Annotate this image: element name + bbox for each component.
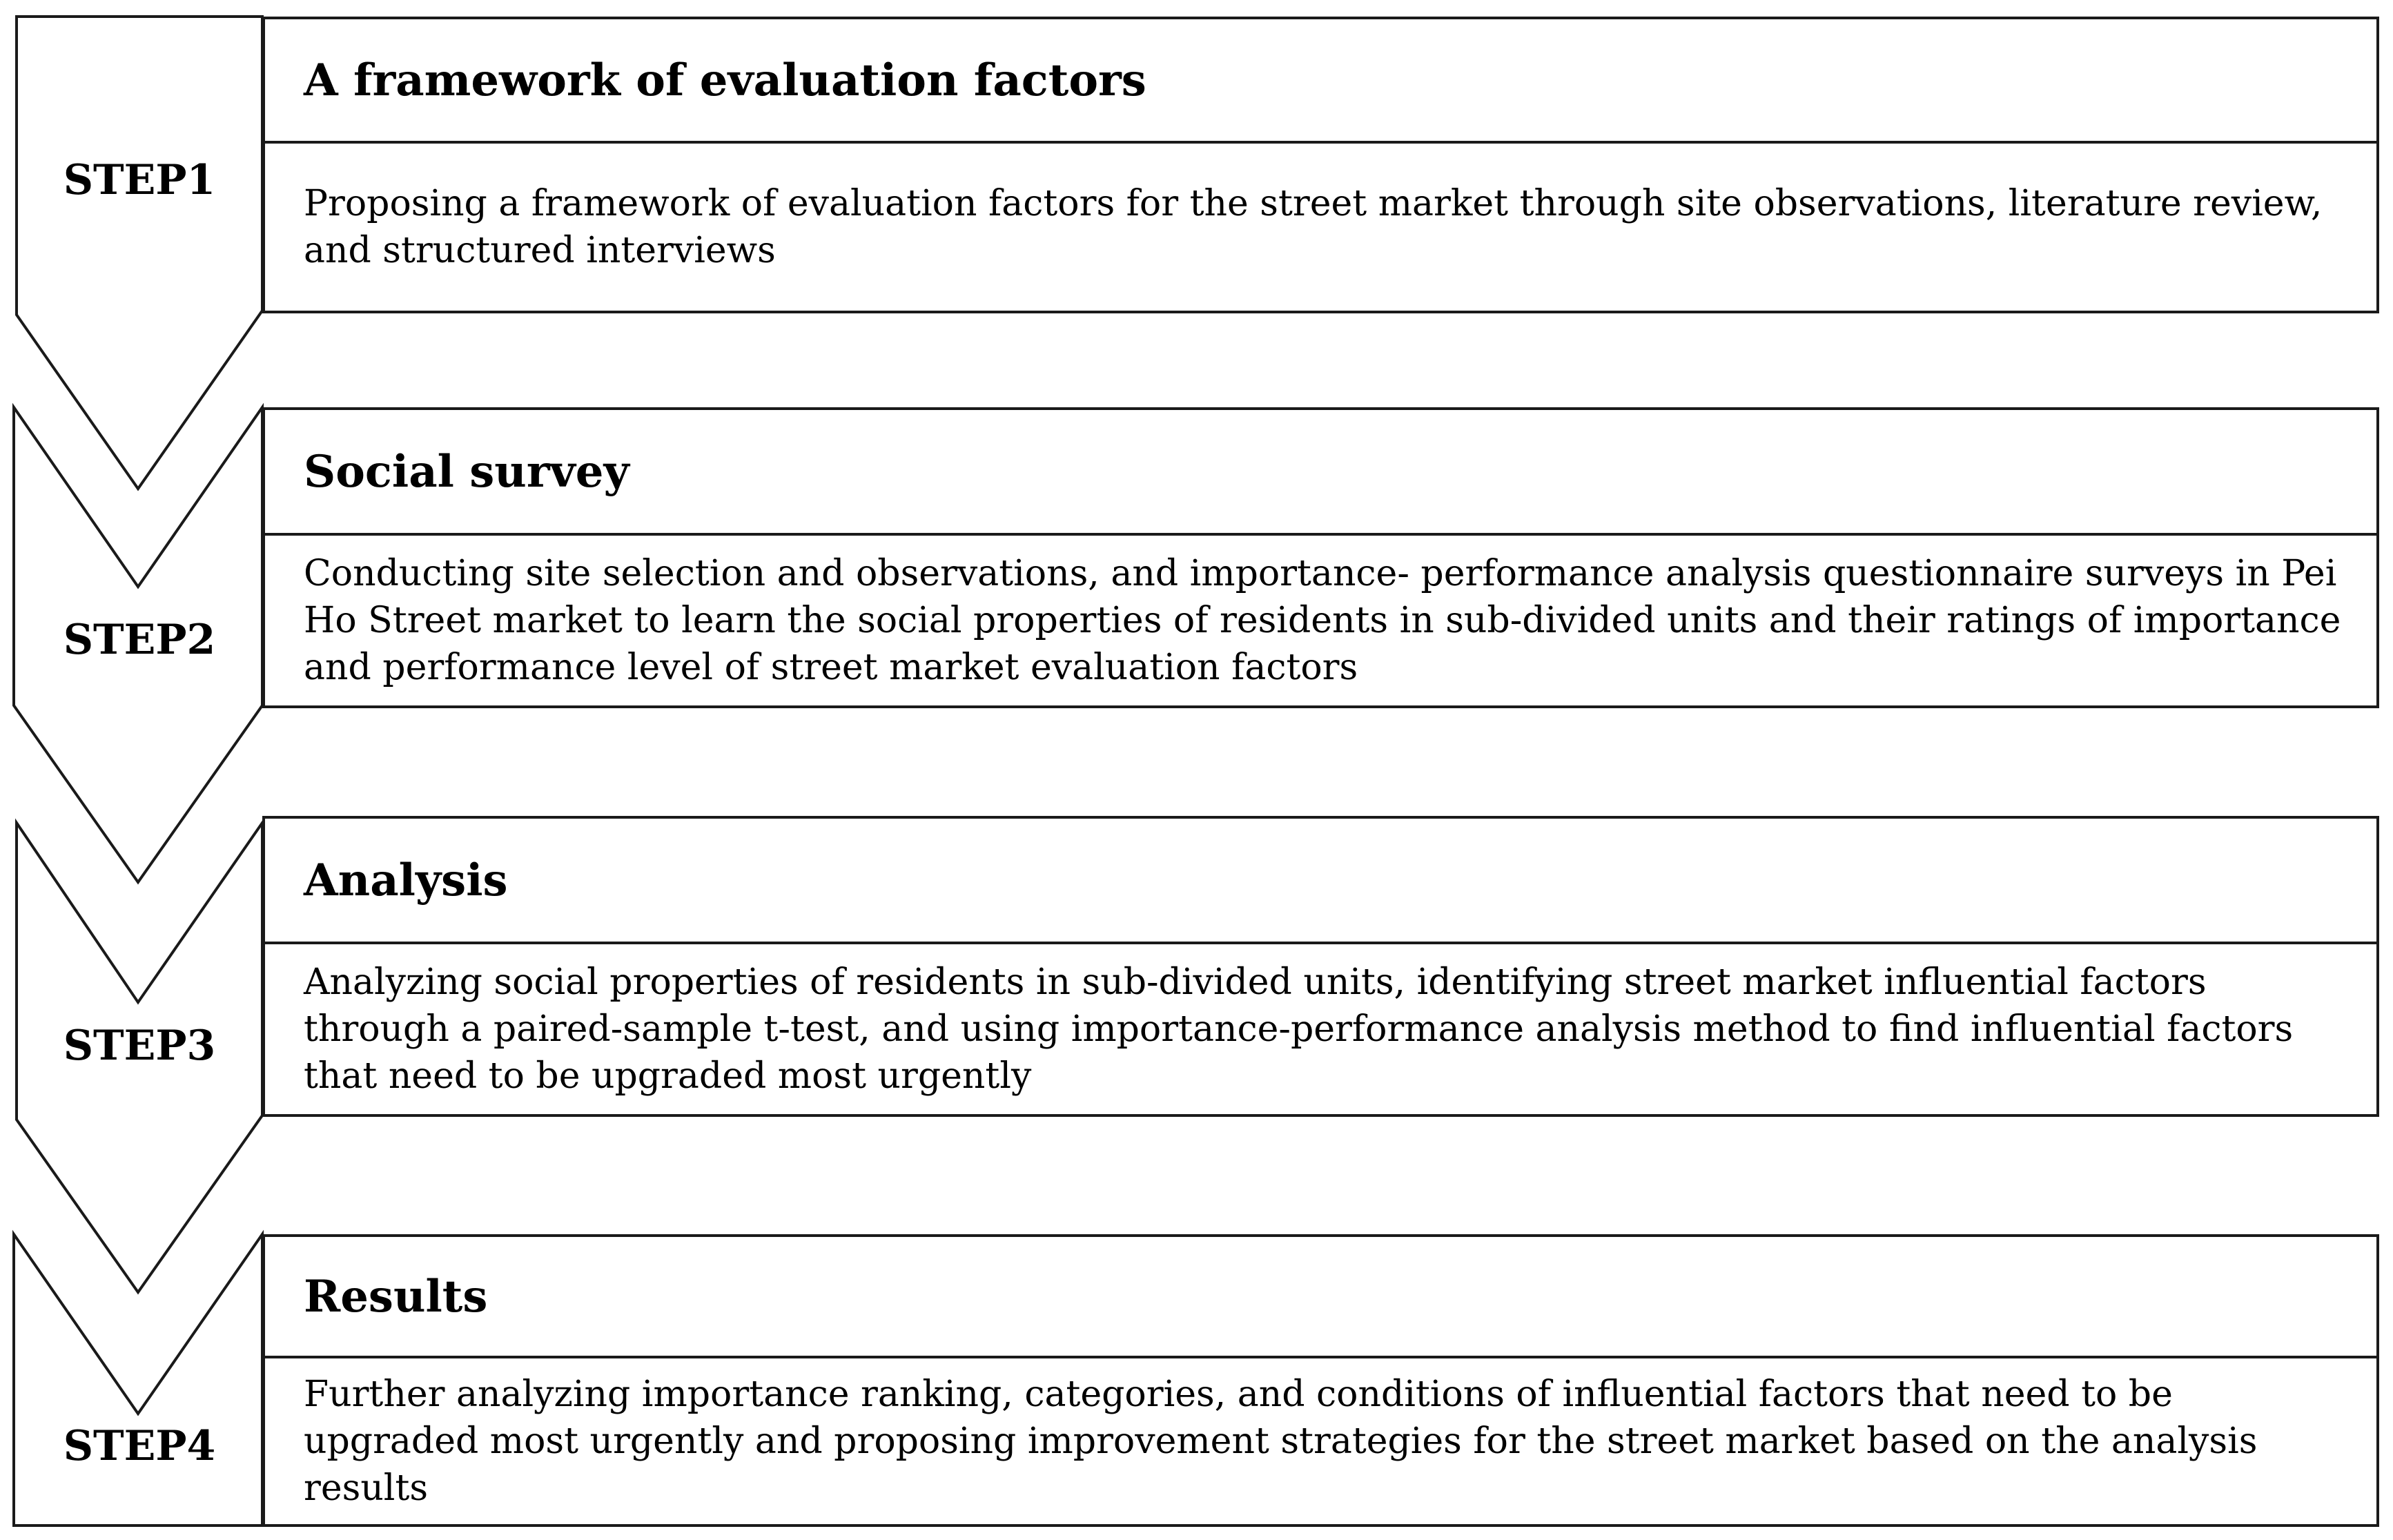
step4-title: Results bbox=[265, 1237, 2376, 1358]
step1-label: STEP1 bbox=[63, 156, 216, 204]
step1-chevron bbox=[17, 17, 262, 489]
step3-title: Analysis bbox=[265, 819, 2376, 944]
step1-title: A framework of evaluation factors bbox=[265, 19, 2376, 144]
step4-box bbox=[262, 1234, 2379, 1527]
step1-description: Proposing a framework of evaluation factors for the street market through site observations, literature review, and structured interviews bbox=[304, 183, 2323, 271]
step3-label: STEP3 bbox=[63, 1022, 216, 1070]
step2-box bbox=[262, 407, 2379, 708]
step2-description: Conducting site selection and observations, and importance- performance analysis questionnaire surveys in Pei Ho Street market to learn the social properties of residents in sub-divided units and their ratings of importance and performance level of street market evaluation factors bbox=[304, 553, 2341, 688]
step3-box bbox=[262, 816, 2379, 1117]
step3-description: Analyzing social properties of residents in sub-divided units, identifying street market influential factors through a paired-sample t-test, and using importance-performance analysis method to find influential factors that need to be upgraded most urgently bbox=[304, 962, 2294, 1097]
step2-title: Social survey bbox=[265, 410, 2376, 536]
step4-description: Further analyzing importance ranking, categories, and conditions of influential factors that need to be upgraded most urgently and proposing improvement strategies for the street market based on the analysis results bbox=[304, 1374, 2258, 1509]
step1-box bbox=[262, 17, 2379, 313]
step4-label: STEP4 bbox=[63, 1422, 216, 1470]
step2-label: STEP2 bbox=[63, 616, 216, 664]
